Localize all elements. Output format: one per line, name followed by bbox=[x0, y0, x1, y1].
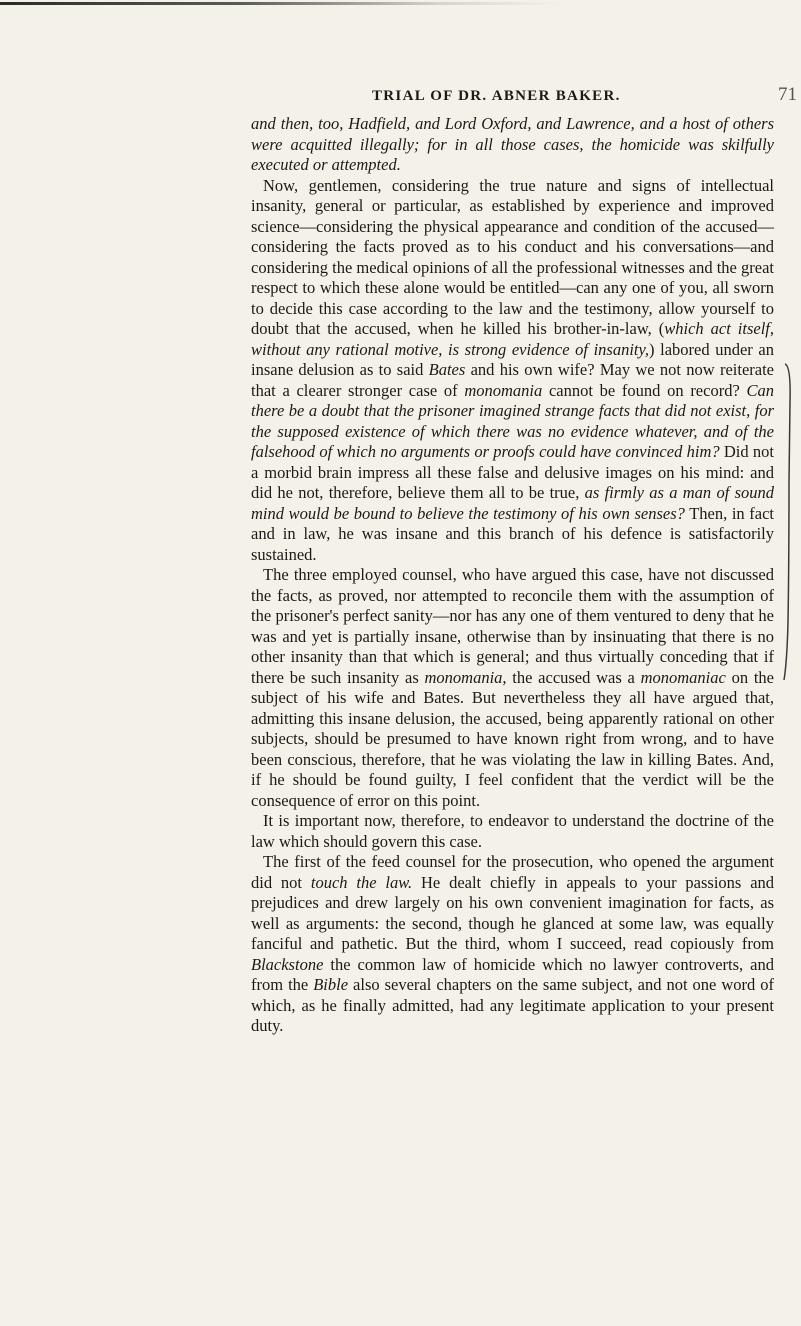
text-run: The three employed counsel, who have argued this case, have not discussed the facts, as proved, nor attempted to reconcile them with the assumption of the prisoner's perfect sanity—nor has any one of them ventured to deny that he was and yet is partially insane, otherwise than by insinuating that there is no other insanity than that which is general; and thus virtually conceding that if there be such insanity as bbox=[251, 565, 774, 687]
italic-text: Bible bbox=[313, 975, 349, 994]
text-run: cannot be found on record? bbox=[542, 380, 747, 400]
italic-text: Can there be a doubt that the prisoner imagined strange facts that did not exist, for the supposed existence of which there was no evidence whatever, and of the falsehood of which no arguments or proofs could have convinced him? bbox=[251, 380, 774, 461]
text-run: The first of the feed counsel for the prosecution, who opened the argument did not bbox=[251, 852, 774, 892]
paragraph-5 bbox=[251, 852, 774, 1037]
text-run: the common law of homicide which no lawyer controverts, and from the bbox=[251, 954, 774, 994]
italic-text: touch the law. bbox=[310, 872, 413, 892]
text-run: the accused was a bbox=[506, 667, 641, 687]
text-run: also several chapters on the same subject, and not one word of which, as he finally admitted, had any legitimate application to your present duty. bbox=[251, 975, 775, 1035]
text-run: Now, gentlemen, considering the true nature and signs of intellectual insanity, general or particular, as established by experience and improved science—considering the physical appearance and condition of the accused—considering the facts proved as to his conduct and his conversations—and considering the medical opinions of all the professional witnesses and the great respect to which these alone would be entitled—can any one of you, all sworn to decide this case according to the law and the testimony, allow yourself to doubt that the accused, when he killed his brother-in-law, ( bbox=[251, 175, 774, 338]
text-run: ) labored under an insane delusion as to said bbox=[251, 339, 774, 379]
italic-text: which act itself, without any rational motive, is strong evidence of insanity, bbox=[251, 319, 774, 359]
text-run: and his own wife? May we not now reiterate that a clearer stronger case of bbox=[251, 360, 774, 400]
italic-text: Bates bbox=[428, 360, 466, 379]
italic-text: monomania bbox=[464, 380, 543, 400]
text-run: Then, in fact and in law, he was insane and this branch of his defence is satisfactorily sustained. bbox=[251, 503, 775, 564]
italic-text: and then, too, Hadfield, and Lord Oxford, and Lawrence, and a host of others were acquitted illegally; for in all those cases, the homicide was skilfully executed or attempted. bbox=[251, 114, 774, 174]
text-run: It is important now, therefore, to endeavor to understand the doctrine of the law which should govern this case. bbox=[251, 811, 774, 851]
body-text bbox=[251, 114, 774, 1037]
top-rule bbox=[0, 2, 801, 5]
text-run: on the subject of his wife and Bates. But nevertheless they all have argued that, admitting this insane delusion, the accused, being apparently rational on other subjects, should be presumed to have known right from wrong, and to have been conscious, therefore, that he was violating the law in killing Bates. And, if he should be found guilty, I feel confident that the verdict will be the consequence of error on this point. bbox=[251, 667, 774, 810]
text-run: He dealt chiefly in appeals to your passions and prejudices and drew largely on his own convenient imagination for facts, as well as arguments: the second, though he glanced at some law, was equally fanciful and pathetic. But the third, whom I succeed, read copiously from bbox=[251, 872, 775, 953]
italic-text: monomaniac bbox=[640, 667, 726, 687]
paragraph-1 bbox=[251, 114, 774, 176]
paragraph-4 bbox=[251, 811, 774, 852]
page-header bbox=[0, 84, 801, 110]
running-head: TRIAL OF DR. ABNER BAKER. bbox=[372, 88, 621, 104]
paragraph-2 bbox=[251, 176, 774, 566]
paragraph-3 bbox=[251, 565, 774, 811]
italic-text: monomania, bbox=[424, 667, 507, 687]
italic-text: as firmly as a man of sound mind would be bound to believe the testimony of his own senses? bbox=[251, 483, 774, 523]
page-number: 71 bbox=[778, 84, 797, 105]
text-run: Did not a morbid brain impress all these false and delusive images on his mind: and did he not, therefore, believe them all to be true, bbox=[251, 442, 774, 502]
italic-text: Blackstone bbox=[251, 954, 324, 974]
margin-pencil-mark bbox=[783, 362, 793, 682]
